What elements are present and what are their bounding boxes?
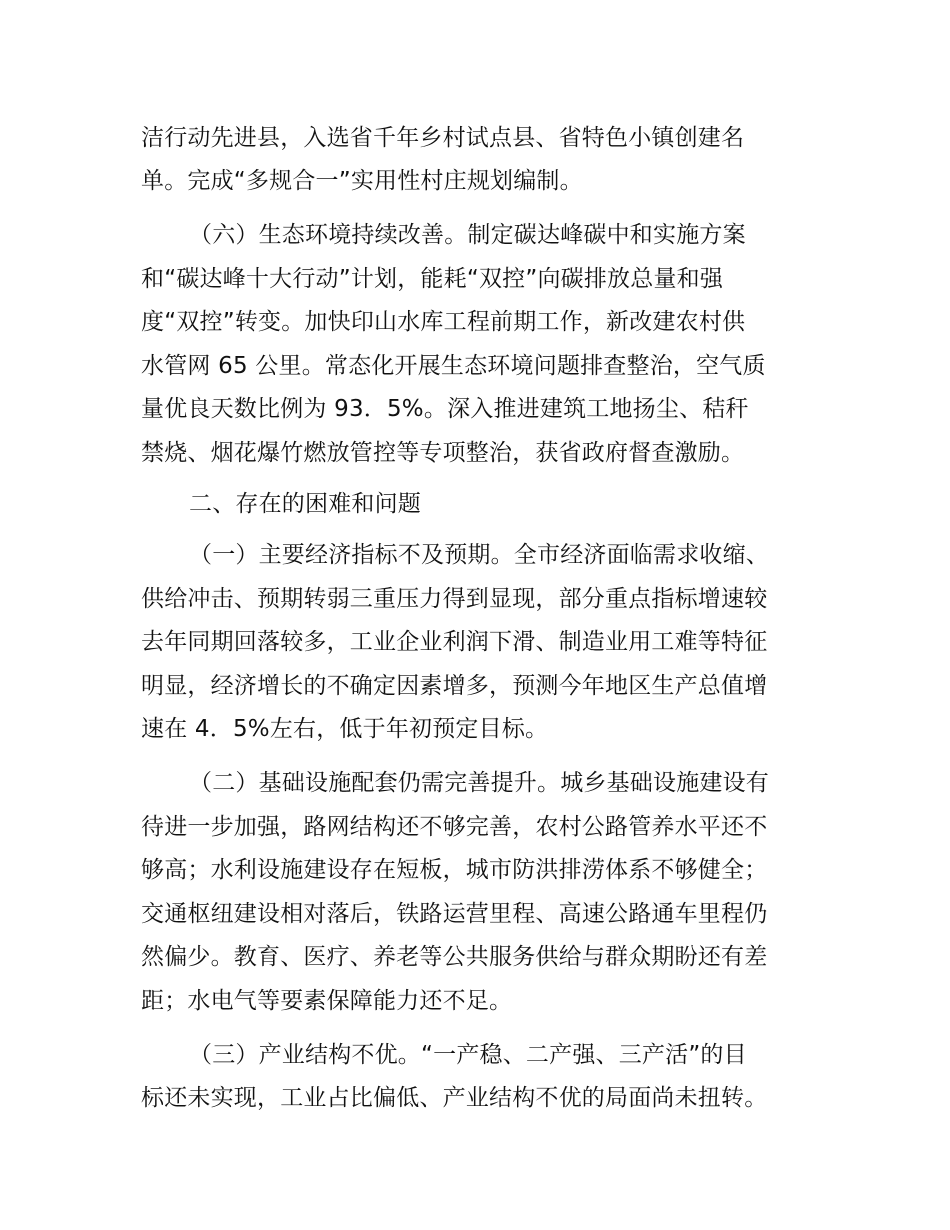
section-heading: 二、存在的困难和问题 bbox=[189, 491, 421, 517]
text-line: 供给冲击、预期转弱三重压力得到显现，部分重点指标增速较 bbox=[141, 586, 768, 612]
paragraph-heading-2: （二）基础设施配套仍需完善提升。城乡基础设施建设有 bbox=[189, 770, 769, 796]
text-line: 水管网 65 公里。常态化开展生态环境问题排查整治，空气质 bbox=[141, 353, 766, 379]
text-line: 和“碳达峰十大行动”计划，能耗“双控”向碳排放总量和强 bbox=[141, 266, 724, 292]
text-line: 距；水电气等要素保障能力还不足。 bbox=[141, 988, 513, 1014]
text-line: 洁行动先进县，入选省千年乡村试点县、省特色小镇创建名 bbox=[141, 125, 745, 151]
paragraph-heading-6: （六）生态环境持续改善。制定碳达峰碳中和实施方案 bbox=[189, 222, 746, 248]
text-line: 够高；水利设施建设存在短板，城市防洪排涝体系不够健全； bbox=[141, 857, 768, 883]
text-line: 待进一步加强，路网结构还不够完善，农村公路管养水平还不 bbox=[141, 814, 768, 840]
text-line: 然偏少。教育、医疗、养老等公共服务供给与群众期盼还有差 bbox=[141, 944, 768, 970]
text-line: 交通枢纽建设相对落后，铁路运营里程、高速公路通车里程仍 bbox=[141, 901, 768, 927]
text-line: 明显，经济增长的不确定因素增多，预测今年地区生产总值增 bbox=[141, 673, 768, 699]
text-line: 去年同期回落较多，工业企业利润下滑、制造业用工难等特征 bbox=[141, 629, 768, 655]
text-line: 量优良天数比例为 93．5%。深入推进建筑工地扬尘、秸秆 bbox=[141, 396, 749, 422]
paragraph-heading-1: （一）主要经济指标不及预期。全市经济面临需求收缩、 bbox=[189, 542, 769, 568]
text-line: 禁烧、烟花爆竹燃放管控等专项整治，获省政府督查激励。 bbox=[141, 440, 745, 466]
text-line: 单。完成“多规合一”实用性村庄规划编制。 bbox=[141, 168, 583, 194]
text-line: 度“双控”转变。加快印山水库工程前期工作，新改建农村供 bbox=[141, 309, 746, 335]
text-line: 标还未实现，工业占比偏低、产业结构不优的局面尚未扭转。 bbox=[141, 1085, 768, 1111]
paragraph-heading-3: （三）产业结构不优。“一产稳、二产强、三产活”的目 bbox=[189, 1042, 747, 1068]
text-line: 速在 4．5%左右，低于年初预定目标。 bbox=[141, 716, 549, 742]
